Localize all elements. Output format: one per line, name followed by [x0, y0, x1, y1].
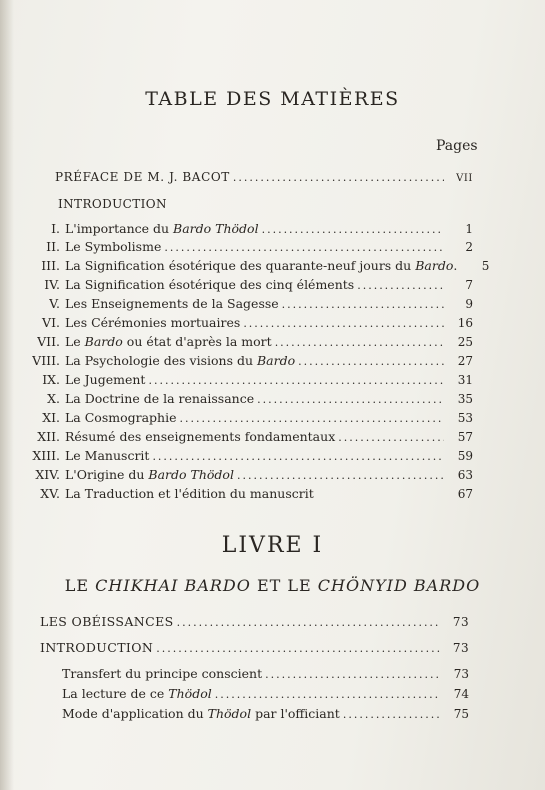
- chapter-title: L'Origine du: [65, 467, 149, 482]
- chapter-title: L'importance du: [65, 221, 174, 236]
- toc-page-number: 31: [457, 373, 473, 387]
- dot-leader: [265, 668, 440, 681]
- dot-leader: [357, 279, 444, 292]
- chapter-title-italic: Bardo: [257, 353, 296, 368]
- chapter-number: XII.: [37, 429, 60, 444]
- subtitle-italic-part: CHÖNYID BARDO: [317, 576, 481, 595]
- toc-entry-chapter: [22, 372, 473, 387]
- dot-leader: [237, 469, 444, 482]
- chapter-title: La Cosmographie: [65, 410, 177, 425]
- introduction-heading: INTRODUCTION: [58, 197, 167, 211]
- toc-entry-introduction: [40, 640, 469, 655]
- toc-entry-chapter: [22, 296, 473, 311]
- toc-page-number: 9: [465, 297, 473, 311]
- dot-leader: [298, 355, 444, 368]
- toc-entry-label: PRÉFACE DE M. J. BACOT: [55, 170, 230, 184]
- chapter-title: Le Manuscrit: [65, 448, 150, 463]
- chapter-number: II.: [46, 239, 60, 254]
- chapter-number: XI.: [42, 410, 60, 425]
- toc-entry-chapter: [22, 429, 473, 444]
- toc-page-number: 75: [453, 707, 469, 721]
- chapter-title-italic: Bardo: [84, 334, 123, 349]
- dot-leader: [164, 241, 444, 254]
- dot-leader: [343, 708, 440, 721]
- toc-page-number: 74: [453, 687, 469, 701]
- chapter-title: La Doctrine de la renaissance: [65, 391, 255, 406]
- toc-page-number: 73: [452, 641, 469, 655]
- toc-entry-label: LES OBÉISSANCES: [40, 614, 174, 629]
- dot-leader: [180, 412, 445, 425]
- toc-entry-chapter: [22, 486, 473, 501]
- sub-entry-title: Mode d'application du: [62, 706, 208, 721]
- toc-entry-label: INTRODUCTION: [40, 640, 154, 655]
- chapter-title-italic: Bardo: [415, 258, 454, 273]
- subtitle-part: ET LE: [250, 576, 318, 595]
- toc-page-number: 57: [457, 430, 473, 444]
- toc-entry-chapter: [22, 221, 473, 236]
- dot-leader: [177, 616, 440, 629]
- chapter-number: XIII.: [32, 448, 60, 463]
- chapter-title: Le: [65, 334, 85, 349]
- toc-entry-preface: [55, 170, 473, 184]
- chapter-title: La Signification ésotérique des quarante-neuf jours du: [65, 258, 416, 273]
- toc-page-number: 73: [452, 615, 469, 629]
- toc-entry-chapter: [22, 391, 473, 406]
- toc-entry-chapter: [22, 334, 473, 349]
- dot-leader: [148, 374, 444, 387]
- book-section-title: LIVRE I: [221, 533, 324, 558]
- dot-leader: [152, 450, 444, 463]
- toc-entry-chapter: [22, 467, 473, 482]
- chapter-number: IV.: [44, 277, 60, 292]
- dot-leader: [257, 393, 444, 406]
- dot-leader: [262, 223, 444, 236]
- sub-entry-title-italic: Thödol: [207, 706, 252, 721]
- dot-leader: [233, 171, 444, 184]
- toc-page-number: 7: [465, 278, 473, 292]
- chapter-title: Le Symbolisme: [65, 239, 162, 254]
- sub-entry-title-suffix: par l'officiant: [251, 706, 340, 721]
- chapter-number: VIII.: [32, 353, 60, 368]
- subtitle-part: LE: [64, 576, 96, 595]
- toc-page-number: 63: [457, 468, 473, 482]
- chapter-title: Le Jugement: [65, 372, 146, 387]
- toc-sub-entry: [62, 666, 469, 681]
- sub-entry-title: Transfert du principe conscient: [62, 666, 263, 681]
- chapter-number: VII.: [37, 334, 60, 349]
- toc-entry-chapter: [22, 239, 473, 254]
- toc-page-number: 27: [457, 354, 473, 368]
- toc-sub-entry: [62, 706, 469, 721]
- toc-page-number: 35: [457, 392, 473, 406]
- toc-page-number: 1: [465, 222, 473, 236]
- dot-leader: [243, 317, 444, 330]
- toc-page-number: 5: [481, 259, 490, 273]
- page-title: TABLE DES MATIÈRES: [145, 88, 400, 110]
- book-section-subtitle: [0, 576, 545, 595]
- toc-page-number: 67: [457, 487, 473, 501]
- chapter-title-suffix: ou état d'après la mort: [122, 334, 272, 349]
- toc-page-number: 73: [453, 667, 469, 681]
- sub-entry-title: La lecture de ce: [62, 686, 169, 701]
- chapter-title: La Psychologie des visions du: [65, 353, 257, 368]
- toc-sub-entry: [62, 686, 469, 701]
- chapter-number: V.: [49, 296, 60, 311]
- toc-entry-chapter: [22, 258, 490, 273]
- chapter-number: X.: [47, 391, 60, 406]
- toc-page-number: 59: [457, 449, 473, 463]
- chapter-number: III.: [41, 258, 60, 273]
- chapter-title-italic: Bardo Thödol: [148, 467, 234, 482]
- toc-page-number: 16: [457, 316, 473, 330]
- toc-page-number: 2: [465, 240, 473, 254]
- chapter-title: Résumé des enseignements fondamentaux: [65, 429, 336, 444]
- chapter-title-suffix: .: [453, 258, 458, 273]
- toc-entry-chapter: [22, 448, 473, 463]
- chapter-number: VI.: [42, 315, 60, 330]
- dot-leader: [282, 298, 444, 311]
- chapter-number: I.: [51, 221, 60, 236]
- toc-page-number: 53: [457, 411, 473, 425]
- chapter-number: XIV.: [35, 467, 60, 482]
- chapter-title: Les Enseignements de la Sagesse: [65, 296, 279, 311]
- dot-leader: [215, 688, 440, 701]
- dot-leader: [156, 642, 440, 655]
- toc-entry-chapter: [22, 353, 473, 368]
- chapter-number: IX.: [42, 372, 60, 387]
- toc-entry-obeissances: [40, 614, 469, 629]
- chapter-title-italic: Bardo Thödol: [173, 221, 259, 236]
- toc-entry-chapter: [22, 410, 473, 425]
- toc-page-number: VII: [456, 173, 473, 184]
- toc-entry-chapter: [22, 315, 473, 330]
- chapter-number: XV.: [40, 486, 60, 501]
- toc-entry-chapter: [22, 277, 473, 292]
- chapter-title: La Signification ésotérique des cinq éléments: [65, 277, 355, 292]
- dot-leader: [338, 431, 444, 444]
- dot-leader: [275, 336, 444, 349]
- pages-column-label: Pages: [436, 138, 478, 154]
- chapter-title: La Traduction et l'édition du manuscrit: [65, 486, 314, 501]
- toc-page-number: 25: [457, 335, 473, 349]
- subtitle-italic-part: CHIKHAI BARDO: [95, 576, 251, 595]
- chapter-title: Les Cérémonies mortuaires: [65, 315, 241, 330]
- sub-entry-title-italic: Thödol: [168, 686, 212, 701]
- page-edge-shadow: [0, 0, 14, 790]
